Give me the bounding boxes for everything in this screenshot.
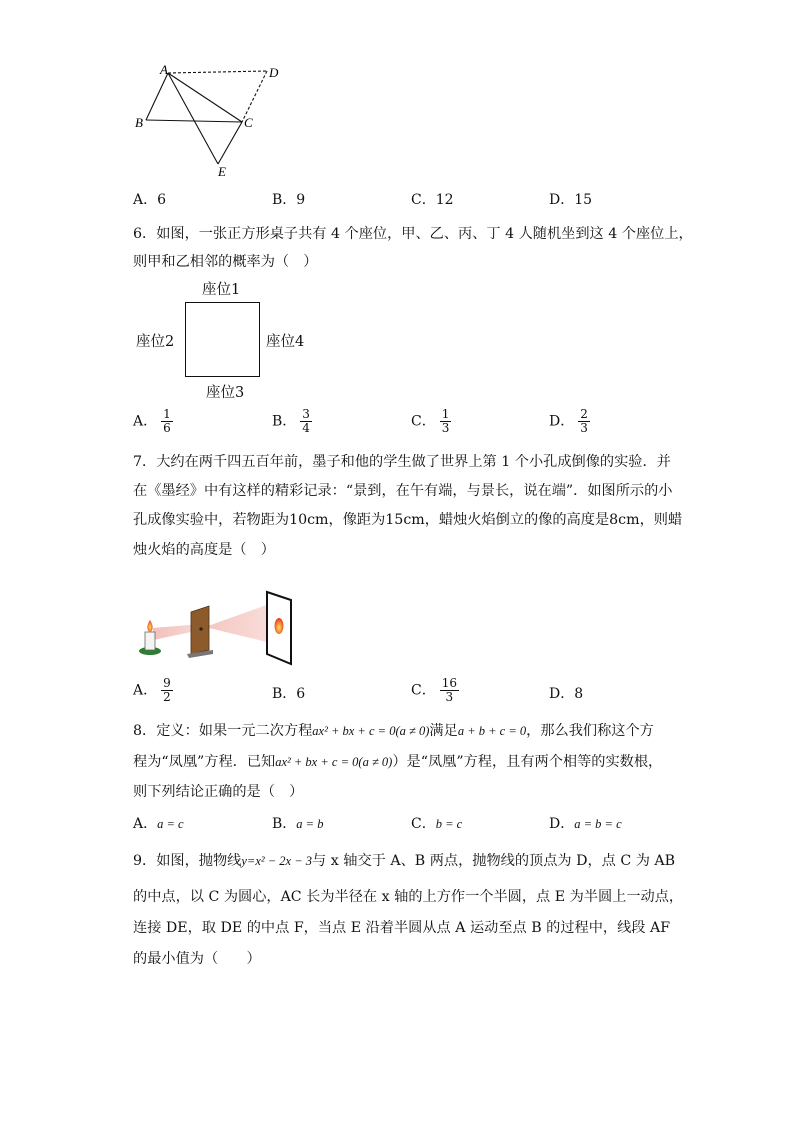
- option-letter: A．: [133, 682, 158, 699]
- q9-stem-line4: 的最小值为（ ）: [133, 951, 261, 967]
- option-letter: D．: [549, 816, 575, 832]
- q7-option-d[interactable]: [549, 684, 583, 705]
- option-letter: D．: [549, 413, 575, 430]
- segment-CE: [218, 122, 242, 164]
- option-value: 9: [296, 192, 306, 208]
- option-letter: B．: [272, 413, 297, 430]
- q6-option-a[interactable]: [133, 408, 173, 435]
- q8-option-d[interactable]: [549, 814, 622, 835]
- option-value: 12: [435, 192, 454, 208]
- square-table: [185, 302, 260, 377]
- q8-option-b[interactable]: [272, 814, 323, 835]
- q9-stem-line2: 的中点，以 C 为圆心，AC 长为半径在 x 轴的上方作一个半圆，点 E 为半圆上一动点，: [133, 889, 684, 905]
- option-value: b = c: [435, 817, 463, 831]
- fraction-denominator: 3: [441, 421, 450, 435]
- seat-1-label: 座位1: [202, 282, 241, 298]
- q8-option-a[interactable]: [133, 814, 184, 835]
- q9-text-a: 9．如图，抛物线: [133, 853, 242, 869]
- option-fraction: [161, 408, 173, 435]
- pinhole: [199, 627, 202, 630]
- fraction-denominator: 2: [163, 690, 171, 704]
- q7-stem-line3: 孔成像实验中，若物距为10cm，像距为15cm，蜡烛火焰倒立的像的高度是8cm，则蜡: [133, 512, 683, 528]
- option-value: a = c: [157, 817, 184, 831]
- option-letter: C．: [411, 816, 436, 832]
- label-D: D: [269, 65, 279, 80]
- option-letter: C．: [411, 192, 436, 208]
- option-letter: B．: [272, 192, 297, 208]
- fraction-denominator: 3: [580, 421, 588, 435]
- fraction-numerator: 3: [302, 407, 310, 421]
- option-letter: D．: [549, 192, 575, 208]
- label-B: B: [135, 115, 143, 130]
- option-fraction: [578, 408, 590, 435]
- option-fraction: [300, 408, 312, 435]
- q5-option-a[interactable]: [133, 190, 166, 211]
- q6-option-c[interactable]: [411, 408, 451, 435]
- candle-flame-icon: [147, 620, 152, 632]
- option-value: 6: [296, 686, 306, 702]
- q6-option-b[interactable]: [272, 408, 312, 435]
- q8-text-b: 满足: [429, 723, 458, 739]
- q8-text-e: ）是“凤凰”方程，且有两个相等的实数根，: [392, 754, 663, 770]
- light-beam-image-side: [205, 602, 275, 644]
- option-value: 6: [157, 192, 167, 208]
- fraction-denominator: 3: [445, 690, 454, 704]
- option-letter: A．: [133, 192, 158, 208]
- fraction-denominator: 6: [163, 421, 171, 435]
- option-value: 15: [574, 192, 593, 208]
- fraction-numerator: 2: [580, 407, 588, 421]
- segment-AE: [168, 73, 218, 164]
- q6-stem-line1: 6．如图，一张正方形桌子共有 4 个座位，甲、乙、丙、丁 4 人随机坐到这 4 个座位上，: [133, 226, 693, 242]
- q7-option-a[interactable]: [133, 677, 173, 704]
- q7-option-b[interactable]: [272, 684, 305, 705]
- inverted-image-icon: [275, 618, 284, 634]
- label-A: A: [160, 62, 168, 77]
- q5-geometry-figure: [130, 60, 290, 185]
- fraction-numerator: 1: [163, 407, 171, 421]
- fraction-denominator: 4: [302, 421, 310, 435]
- q8-text-d: 程为“凤凰”方程．已知: [133, 754, 276, 770]
- q8-stem-line2: [133, 752, 662, 773]
- q5-option-b[interactable]: [272, 190, 305, 211]
- q5-option-d[interactable]: [549, 190, 592, 211]
- q7-stem-line4: 烛火焰的高度是（ ）: [133, 542, 275, 558]
- fraction-numerator: 1: [441, 407, 450, 421]
- option-letter: D．: [549, 686, 575, 702]
- option-letter: A．: [133, 413, 158, 430]
- q9-stem-line1: [133, 851, 675, 872]
- seat-3-label: 座位3: [206, 385, 245, 401]
- q8-stem-line1: [133, 721, 654, 742]
- option-value: a = b = c: [574, 817, 622, 831]
- option-letter: A．: [133, 816, 158, 832]
- seat-4-label: 座位4: [266, 334, 305, 350]
- option-letter: B．: [272, 686, 297, 702]
- option-letter: B．: [272, 816, 297, 832]
- q5-option-c[interactable]: [411, 190, 454, 211]
- candle-body: [145, 632, 155, 650]
- q8-equation-2: a + b + c = 0: [457, 724, 527, 738]
- q8-equation-1: ax² + bx + c = 0(a ≠ 0): [312, 724, 430, 738]
- option-fraction: [440, 408, 452, 435]
- segment-AC: [168, 73, 242, 122]
- q7-option-c[interactable]: [411, 677, 459, 704]
- q7-stem-line1: 7．大约在两千四五百年前，墨子和他的学生做了世界上第 1 个小孔成倒像的实验．并: [133, 454, 671, 470]
- q8-stem-line3: 则下列结论正确的是（ ）: [133, 784, 304, 800]
- q6-stem-line2: 则甲和乙相邻的概率为（ ）: [133, 254, 318, 270]
- q6-option-d[interactable]: [549, 408, 590, 435]
- q8-text-c: ，那么我们称这个方: [526, 723, 654, 739]
- q8-equation-3: ax² + bx + c = 0(a ≠ 0): [275, 755, 393, 769]
- option-value: 8: [574, 686, 584, 702]
- option-fraction: [440, 677, 459, 704]
- label-C: C: [244, 115, 253, 130]
- q8-text-a: 8．定义：如果一元二次方程: [133, 723, 313, 739]
- q7-stem-line2: 在《墨经》中有这样的精彩记录：“景到，在午有端，与景长，说在端”．如图所示的小: [133, 483, 673, 499]
- option-fraction: [161, 677, 173, 704]
- q7-pinhole-experiment-figure: [135, 588, 295, 666]
- segment-AD-dashed: [168, 71, 267, 73]
- option-value: a = b: [296, 817, 324, 831]
- seat-2-label: 座位2: [136, 334, 175, 350]
- q9-stem-line3: 连接 DE，取 DE 的中点 F，当点 E 沿着半圆从点 A 运动至点 B 的过程中，线段 AF: [133, 920, 671, 936]
- q8-option-c[interactable]: [411, 814, 462, 835]
- q9-equation: y=x² − 2x − 3: [241, 854, 313, 868]
- label-E: E: [218, 164, 226, 179]
- segment-AB: [146, 73, 168, 120]
- fraction-numerator: 9: [163, 676, 171, 690]
- q6-table-figure: [133, 280, 313, 405]
- option-letter: C．: [411, 413, 436, 430]
- fraction-numerator: 16: [441, 676, 457, 690]
- option-letter: C．: [411, 682, 436, 699]
- q9-text-b: 与 x 轴交于 A、B 两点，抛物线的顶点为 D，点 C 为 AB: [312, 853, 676, 869]
